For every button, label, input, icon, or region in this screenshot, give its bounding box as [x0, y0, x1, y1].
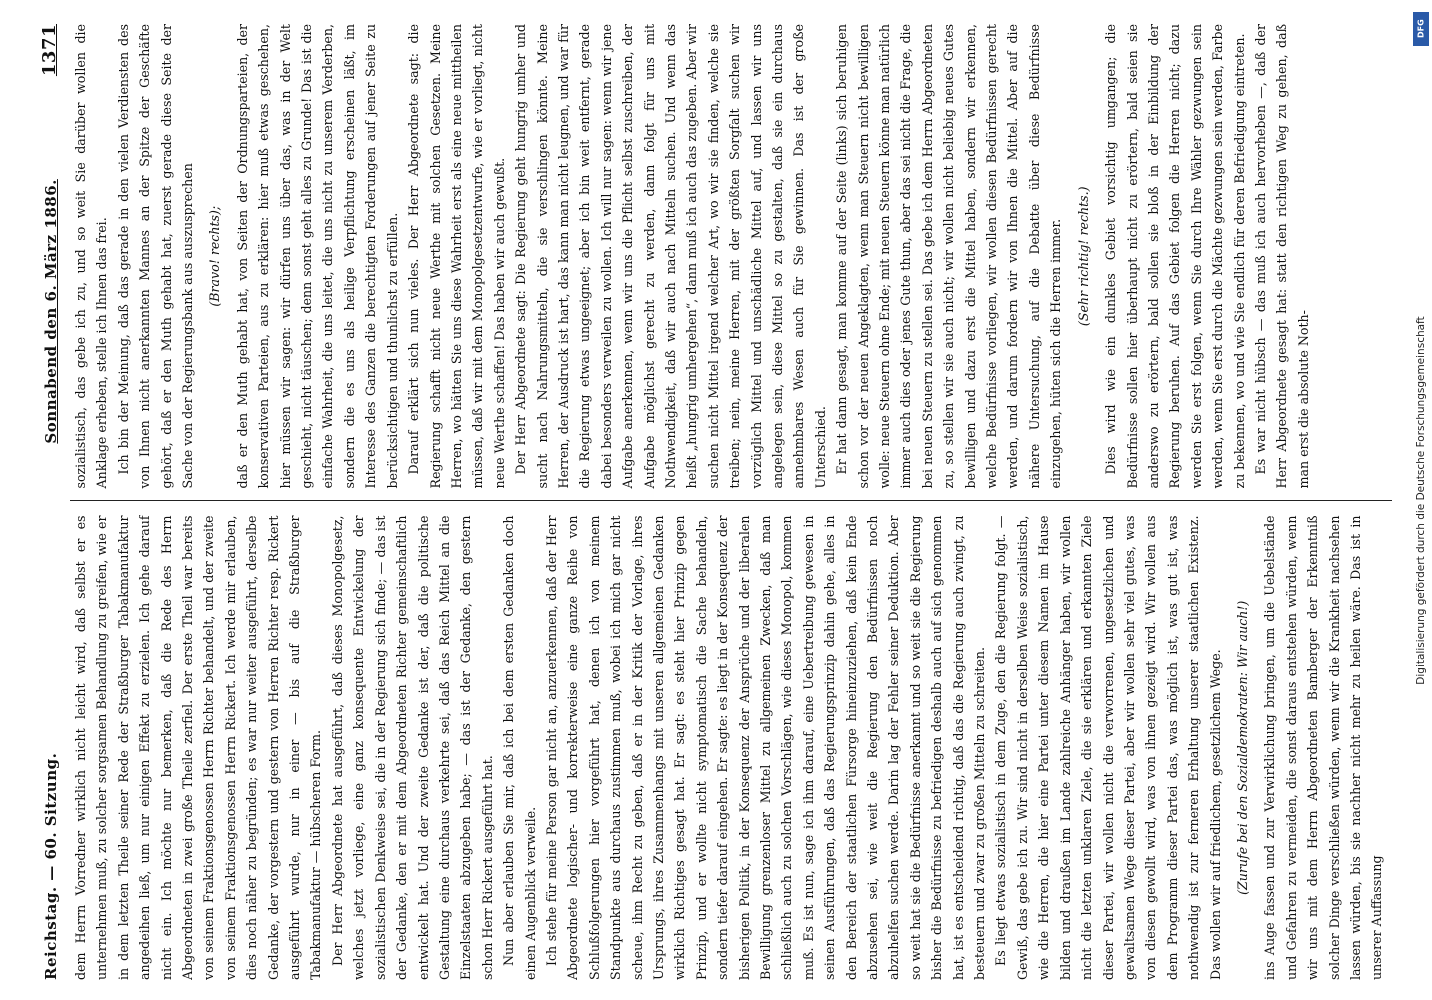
- header-session: Reichstag. — 60. Sitzung.: [42, 752, 60, 980]
- paragraph: Darauf erklärt sich nun vieles. Der Herr Abgeordnete sagt: die Regierung schafft nicht neue Werthe mit solchen Gesetzen. Meine Herren, wo hätten Sie uns diese Wahrheit erst als eine neue mittheilen müssen, daß wir mit dem Monopolgesetzentwurfe, wie er vorliegt, nicht neue Werthe schaffen! Das haben wir auch gewußt.: [406, 24, 507, 489]
- text-columns: [70, 24, 1392, 980]
- paragraph: Er hat dann gesagt, man komme auf der Seite (links) sich beruhigen schon vor der neuen Angeklagten, wenn man Steuern nicht bewilligen wolle: neue Steuern ohne Ende; mit neuen Steuern könne man natürlich immer auch dies oder jenes Gute thun, aber das sei nicht die Frage, die bei neuen Steuern zu stellen sei. Das gebe ich dem Herrn Abgeordneten zu, so stellen wir sie auch nicht; wir wollen nicht beliebig neues Gutes bewilligen und dazu erst die Mittel haben, sondern wir erkennen, welche Bedürfnisse vorliegen, wir wollen diesen Bedürfnissen gerecht werden, und darum fordern wir von Ihnen die Mittel. Aber auf die nähere Untersuchung, auf die Debatte über diese Bedürfnisse einzugehen, hüten sich die Herren immer.: [834, 24, 1064, 489]
- page-header: [30, 24, 60, 980]
- digitization-watermark: [1413, 8, 1429, 993]
- remark-line: (Zurufe bei den Sozialdemokraten: Wir auch!): [1234, 600, 1250, 895]
- paragraph: daß er den Muth gehabt hat, von Seiten der Ordnungsparteien, der konservativen Parteien, aus zu erklären: hier muß etwas geschehen, hier müssen wir sagen: wir dürfen uns über das, was in der Welt geschieht, nicht täuschen; denn sonst geht alles zu Grunde! Das ist die einfache Wahrheit, die uns leitet, die uns nicht zu unserem Verderben, sondern die es uns als heilige Verpflichtung erscheinen läßt, im Interesse des Ganzen die berechtigten Forderungen auf jener Seite zu berücksichtigen und thunlichst zu erfüllen.: [234, 24, 400, 489]
- paragraph: Es war nicht hübsch — das muß ich auch hervorheben —, daß der Herr Abgeordnete gesagt hat: statt den richtigen Weg zu gehen, daß man erst die absolute Noth-: [1252, 24, 1311, 489]
- paragraph: Der Herr Abgeordnete hat ausgeführt, daß dieses Monopolgesetz, welches jetzt vorliege, eine ganz konsequente Entwickelung der sozialistischen Denkweise sei, die in der Regierung sich finde; — das ist der Gedanke, den er mit dem Abgeordneten Richter gemeinschaftlich entwickelt hat. Und der zweite Gedanke ist der, daß die politische Gestaltung eine durchaus verkehrte sei, daß das Reich Mittel an die Einzelstaaten abzugeben habe; — das ist der Gedanke, den gestern schon Herr Rickert ausgeführt hat.: [329, 515, 495, 980]
- remark-line: (Bravo! rechts);: [207, 205, 223, 307]
- paragraph: Dies wird wie ein dunkles Gebiet vorsichtig umgangen; die Bedürfnisse sollen hier überhaupt nicht zu erörtern, bald seien sie anderswo zu erörtern, bald sollen sie bloß in der Einbildung der Regierung beruhen. Auf das Gebiet folgen die Herren nicht; dazu werden Sie erst folgen, wenn Sie durch Ihre Wähler gezwungen sein werden, wenn Sie erst durch die Mächte gezwungen sein werden, Farbe zu bekennen, wo und wie Sie endlich für deren Befriedigung eintreten.: [1103, 24, 1247, 489]
- paragraph: Nun aber erlauben Sie mir, daß ich bei dem ersten Gedanken doch einen Augenblick verweile.: [501, 515, 538, 980]
- paragraph: Es liegt etwas sozialistisch in dem Zuge, den die Regierung folgt. — Gewiß, das gebe ich zu. Wir sind nicht in derselben Weise sozialistisch, wie die Herren, die hier eine Partei unter diesem Namen im Hause bilden und draußen im Lande zahlreiche Anhänger haben, wir wollen nicht die letzten unklaren Ziele, die sie erklären und erkannten Ziele dieser Partei, wir wollen nicht die verworrenen, ungesetzlichen und gewaltsamen Wege dieser Partei, aber wir wollen sehr viel gutes, was von diesen gewollt wird, was von ihnen gezeigt wird. Wir wollen aus dem Programm dieser Partei das, was möglich ist, was gut ist, was nothwendig ist zur ferneren Erhaltung unserer staatlichen Existenz. Das wollen wir auf friedlichem, gesetzlichem Wege.: [993, 515, 1223, 980]
- paragraph: dem Herrn Vorredner wirklich nicht leicht wird, daß selbst er es unternehmen muß, zu solcher sorgsamen Behandlung zu greifen, wie er in dem letzten Theile seiner Rede der Straßburger Tabakmanufaktur angedeihen ließ, um nur einigen Effekt zu erzielen. Ich gehe darauf nicht ein. Ich möchte nur bemerken, daß die Rede des Herrn Abgeordneten in zwei große Theile zerfiel. Der erste Theil war bereits von seinem Fraktionsgenossen Herrn Richter behandelt, und der zweite von seinem Fraktionsgenossen Herrn Rickert. Ich werde mir erlauben, dies noch näher zu begründen; es war nur weiter ausgeführt, derselbe Gedanke, der vorgestern und gestern von Herren Richter resp. Rickert ausgeführt wurde, nur in einer — bis auf die Straßburger Tabakmanufaktur — hübscheren Form.: [73, 515, 324, 980]
- watermark-text: Digitalisierung gefördert durch die Deutsche Forschungsgemeinschaft: [1415, 316, 1427, 685]
- remark-line: (Sehr richtig! rechts.): [1075, 186, 1091, 327]
- dfg-logo-icon: DFG: [1413, 12, 1429, 46]
- page-number: 1371: [39, 23, 60, 77]
- paragraph: sozialistisch, das gebe ich zu, und so weit Sie darüber wollen die Anklage erheben, stelle ich Ihnen das frei.: [73, 24, 110, 489]
- paragraph: Ich stehe für meine Person gar nicht an, anzuerkennen, daß der Herr Abgeordnete logischer- und korrekterweise eine ganze Reihe von Schlußfolgerungen hier vorgeführt hat, denen ich von meinem Standpunkte aus durchaus zustimmen muß, wobei ich mich gar nicht scheue, ihm Recht zu geben, daß er in der Kritik der Vorlage, ihres Ursprungs, ihres Zusammenhangs mit unseren allgemeinen Gedanken wirklich Richtiges gesagt hat. Er sagt: es steht hier Prinzip gegen Prinzip, und er wollte nicht symptomatisch die Sache behandeln, sondern tiefer darauf eingehen. Er sagte: es liegt in der Konsequenz der bisherigen Politik, in der Konsequenz der Ansprüche und der liberalen Bewilligung grenzenloser Mittel zu allgemeinen Zwecken, daß man schließlich auch zu solchen Vorschlägen, wie dieses Monopol, kommen muß. Es ist nun, sage ich ihm darauf, eine Uebertreibung gewesen in seinen Ausführungen, daß das Regierungsprinzip dahin gehe, alles in den Bereich der staatlichen Fürsorge hineinzuziehen, daß kein Ende abzusehen sei, wie weit die Regierung den Bedürfnissen noch abzuhelfen suchen werde. Darin lag der Fehler seiner Deduktion. Aber so weit hat sie die Bedürfnisse anerkannt und so weit sie die Regierung bisher die Bedürfnisse zu befriedigen deshalb auch auf sich genommen hat, ist es entscheidend richtig, daß das die Regierung auch zwingt, zu besteuern und zwar zu großen Mitteln zu schreiten.: [543, 515, 988, 980]
- text-column-left: [70, 516, 1392, 981]
- paragraph: Der Herr Abgeordnete sagt: Die Regierung geht hungrig umher und sucht nach Nahrungsmitteln, die sie verschlingen könnte. Meine Herren, der Ausdruck ist hart, das kann man nicht leugnen, und war für die Regierung etwas ungeeignet; aber ich bin weit entfernt, gerade dabei besonders verweilen zu wollen. Ich will nur sagen: wenn wir jene Aufgabe anerkennen, wenn wir uns die Pflicht selbst zuschreiben, der Aufgabe möglichst gerecht zu werden, dann folgt für uns mit Nothwendigkeit, daß wir auch nach Mitteln suchen. Und wenn das heißt „hungrig umhergehen“, dann muß ich auch das zugeben. Aber wir suchen nicht Mittel irgend welcher Art, wo wir sie finden, welche sie treiben; nein, meine Herren, mit der größten Sorgfalt suchen wir vorzüglich Mittel und unschädliche Mittel auf, und lassen wir uns angelegen sein, diese Mittel so zu gestalten, daß sie ein durchaus annehmbares Wesen auch für Sie gewinnen. Das ist der große Unterschied.: [513, 24, 828, 489]
- paragraph: ins Auge fassen und zur Verwirklichung bringen, um die Uebelstände und Gefahren zu vermeiden, die sonst daraus entstehen würden, wenn wir uns mit dem Herrn Abgeordneten Bamberger der Erkenntniß solcher Dinge verschließen würden, wenn wir die Krankheit nachsehen lassen würden, bis sie nachher nicht mehr zu heilen wäre. Das ist in unserer Auffassung: [1262, 515, 1385, 980]
- text-column-right: [70, 24, 1392, 502]
- header-date: Sonnabend den 6. März 1886.: [42, 179, 60, 444]
- paragraph: Ich bin der Meinung, daß das gerade in den vielen Verdiensten des von Ihnen nicht anerkannten Mannes an der Spitze der Geschäfte gehört, daß er den Muth gehabt hat, zuerst gerade diese Seite der Sache von der Regierungsbank aus auszusprechen: [115, 24, 196, 489]
